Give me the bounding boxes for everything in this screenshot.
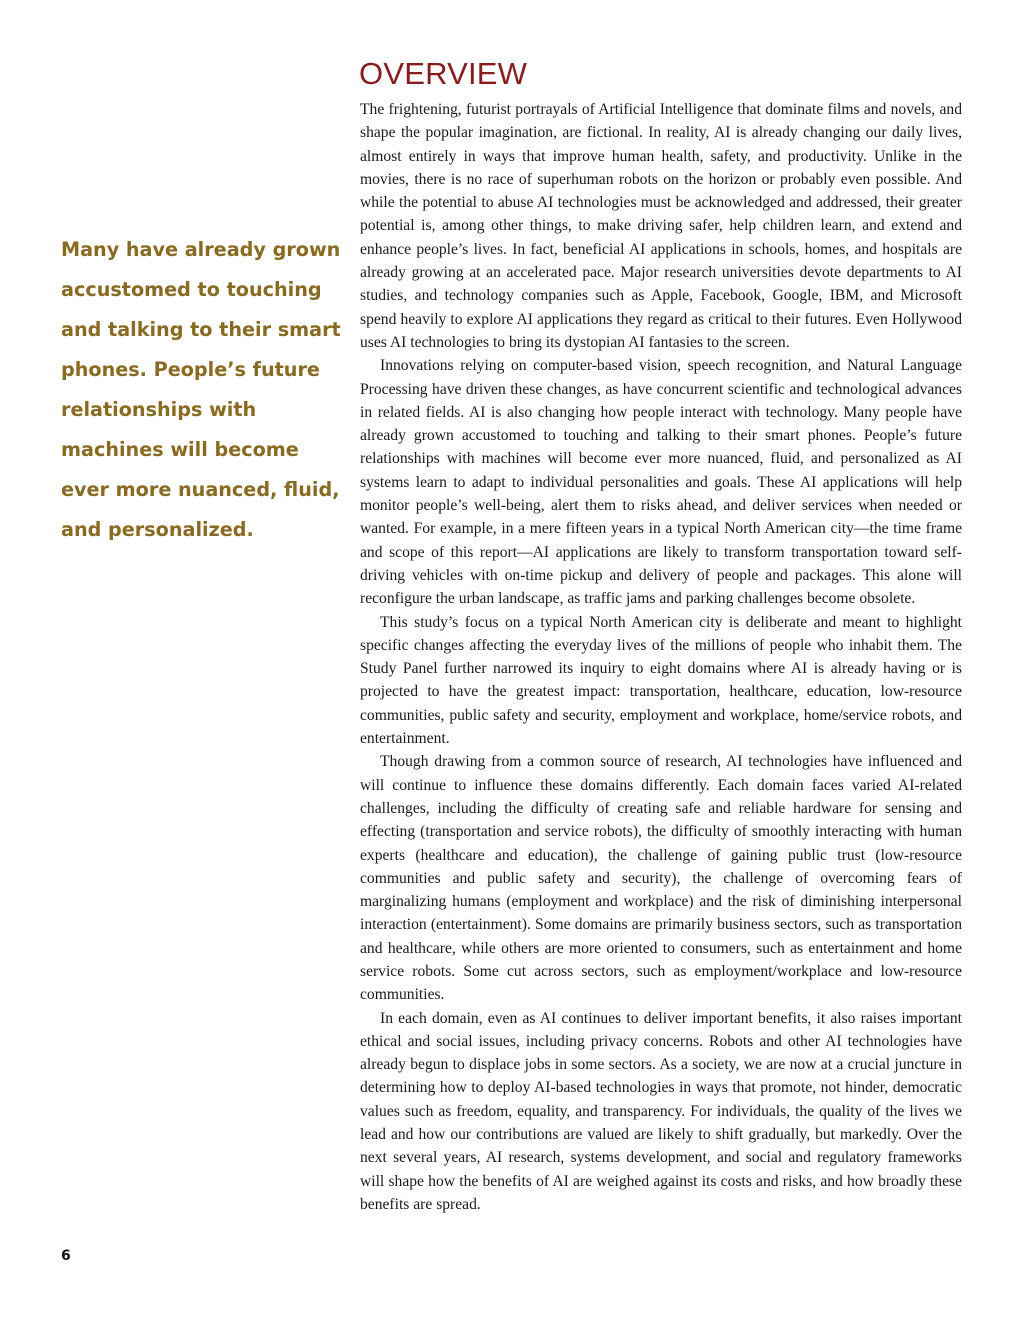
body-paragraph-2: Innovations relying on computer-based vision, speech recognition, and Natural Language Processing have driven these changes, as have concurrent scientific and technological advances in related fields. AI is also changing how people interact with technology. Many people have already grown accustomed to touching and talking to their smart phones. People’s future relationships with machines will become ever more nuanced, fluid, and personalized as AI systems learn to adapt to individual personalities and goals. These AI applications will help monitor people’s well-being, alert them to risks ahead, and deliver services when needed or wanted. For example, in a mere fifteen years in a typical North American city—the time frame and scope of this report—AI applications are likely to transform transportation toward self-driving vehicles with on-time pickup and delivery of people and packages. This alone will reconfigure the urban landscape, as traffic jams and parking challenges become obsolete. bbox=[360, 357, 962, 608]
section-title: OVERVIEW bbox=[359, 56, 528, 91]
body-paragraph-5: In each domain, even as AI continues to deliver important benefits, it also raises important ethical and social issues, including privacy concerns. Robots and other AI technologies have already begun to displace jobs in some sectors. As a society, we are now at a crucial juncture in determining how to deploy AI-based technologies in ways that promote, not hinder, democratic values such as freedom, equality, and transparency. For individuals, the quality of the lives we lead and how our contributions are valued are likely to shift gradually, but markedly. Over the next several years, AI research, systems development, and social and regulatory frameworks will shape how the benefits of AI are weighed against its costs and risks, and how broadly these benefits are spread. bbox=[360, 1009, 962, 1213]
pull-quote: Many have already grown accustomed to touching and talking to their smart phones. People’s future relationships with machines will become ever more nuanced, fluid, and personalized. bbox=[61, 238, 341, 541]
body-paragraph-3: This study’s focus on a typical North American city is deliberate and meant to highlight specific changes affecting the everyday lives of the millions of people who inhabit them. The Study Panel further narrowed its inquiry to eight domains where AI is already having or is projected to have the greatest impact: transportation, healthcare, education, low-resource communities, public safety and security, employment and workplace, home/service robots, and entertainment. bbox=[360, 613, 962, 748]
body-paragraph-1: The frightening, futurist portrayals of Artificial Intelligence that dominate films and novels, and shape the popular imagination, are fictional. In reality, AI is already changing our daily lives, almost entirely in ways that improve human health, safety, and productivity. Unlike in the movies, there is no race of superhuman robots on the horizon or probably even possible. And while the potential to abuse AI technologies must be acknowledged and addressed, their greater potential is, among other things, to make driving safer, help children learn, and extend and enhance people’s lives. In fact, beneficial AI applications in schools, homes, and hospitals are already growing at an accelerated pace. Major research universities devote departments to AI studies, and technology companies such as Apple, Facebook, Google, IBM, and Microsoft spend heavily to explore AI applications they regard as critical to their futures. Even Hollywood uses AI technologies to bring its dystopian AI fantasies to the screen. bbox=[360, 101, 962, 351]
body-paragraph-4: Though drawing from a common source of research, AI technologies have influenced and will continue to influence these domains differently. Each domain faces varied AI-related challenges, including the difficulty of creating safe and reliable hardware for sensing and effecting (transportation and service robots), the difficulty of smoothly interacting with human experts (healthcare and education), the challenge of gaining public trust (low-resource communities and public safety and security), the challenge of overcoming fears of marginalizing humans (employment and workplace) and the risk of diminishing interpersonal interaction (entertainment). Some domains are primarily business sectors, such as transportation and healthcare, while others are more oriented to consumers, such as entertainment and home service robots. Some cut across sectors, such as employment/workplace and low-resource communities. bbox=[360, 753, 962, 1004]
page-number: 6 bbox=[61, 1248, 71, 1264]
body-text bbox=[360, 98, 962, 1216]
